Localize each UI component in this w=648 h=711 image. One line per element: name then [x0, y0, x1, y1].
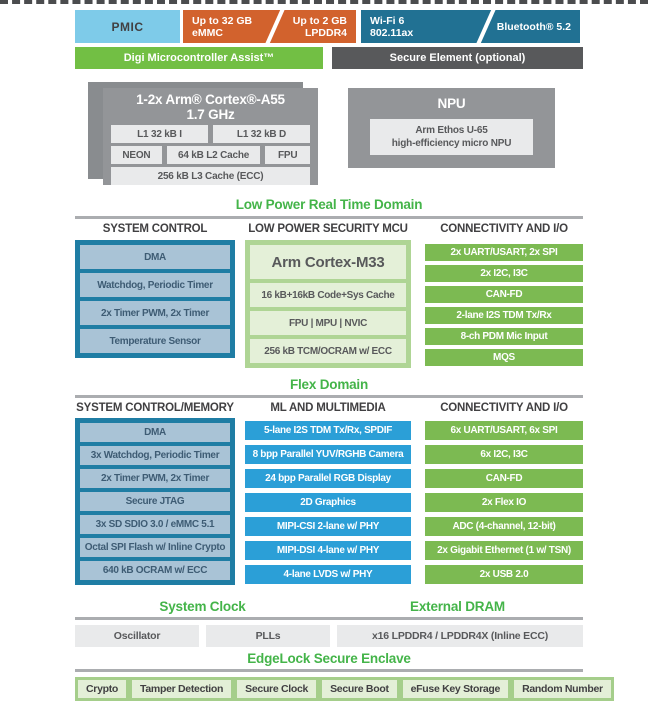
mqs-block: MQS: [425, 349, 583, 366]
l3-cache-box: 256 kB L3 Cache (ECC): [111, 167, 310, 185]
low-power-security-mcu-header: LOW POWER SECURITY MCU: [248, 223, 408, 235]
pdm-mic-block: 8-ch PDM Mic Input: [425, 328, 583, 345]
system-control-header: SYSTEM CONTROL: [102, 223, 208, 235]
edgelock-items-row: [75, 677, 603, 701]
fpu-mpu-nvic-block: FPU | MPU | NVIC: [250, 311, 406, 335]
tamper-detection-block: Tamper Detection: [129, 677, 234, 701]
divider-line: [75, 617, 583, 620]
gigabit-ethernet-block: 2x Gigabit Ethernet (1 w/ TSN): [425, 541, 583, 560]
timer-pwm-block-2: 2x Timer PWM, 2x Timer: [80, 469, 230, 488]
uart-spi-block: 2x UART/USART, 2x SPI: [425, 244, 583, 261]
pmic-block: [75, 10, 180, 43]
l1-dcache-box: L1 32 kB D: [213, 125, 310, 143]
lpddr-dram-block: x16 LPDDR4 / LPDDR4X (Inline ECC): [337, 625, 583, 647]
npu-block: [348, 88, 555, 168]
divider-line: [75, 669, 583, 672]
dma-block: DMA: [80, 245, 230, 269]
connectivity-list-1: [425, 244, 583, 366]
tcm-ocram-block: 256 kB TCM/OCRAM w/ ECC: [250, 339, 406, 363]
watchdog-block: Watchdog, Periodic Timer: [80, 273, 230, 297]
random-number-block: Random Number: [511, 677, 614, 701]
neon-box: NEON: [111, 146, 162, 164]
parallel-rgb-display-block: 24 bpp Parallel RGB Display: [245, 469, 411, 488]
bluetooth-label: Bluetooth® 5.2: [496, 20, 571, 33]
plls-block: PLLs: [206, 625, 330, 647]
digi-microcontroller-assist-bar: Digi Microcontroller Assist™: [75, 47, 323, 69]
emmc-label: Up to 32 GB eMMC: [192, 14, 253, 39]
system-clock-title: System Clock: [159, 599, 246, 614]
fpu-box: FPU: [265, 146, 310, 164]
i2c-i3c-block-2: 6x I2C, I3C: [425, 445, 583, 464]
dma-block-2: DMA: [80, 423, 230, 442]
parallel-camera-block: 8 bpp Parallel YUV/RGHB Camera: [245, 445, 411, 464]
system-control-panel: [75, 240, 235, 358]
cortex-m33-block: Arm Cortex-M33: [250, 245, 406, 279]
connectivity-io-header-1: CONNECTIVITY AND I/O: [440, 223, 568, 235]
l1-icache-box: L1 32 kB I: [111, 125, 208, 143]
npu-title: NPU: [437, 96, 466, 111]
secure-jtag-block: Secure JTAG: [80, 492, 230, 511]
system-control-memory-panel: [75, 418, 235, 585]
temperature-sensor-block: Temperature Sensor: [80, 329, 230, 353]
i2c-i3c-block: 2x I2C, I3C: [425, 265, 583, 282]
ml-multimedia-header: ML AND MULTIMEDIA: [270, 402, 386, 414]
adc-block: ADC (4-channel, 12-bit): [425, 517, 583, 536]
wifi-label: Wi-Fi 6 802.11ax: [370, 14, 414, 39]
secure-element-bar: Secure Element (optional): [332, 47, 583, 69]
uart-spi-block-2: 6x UART/USART, 6x SPI: [425, 421, 583, 440]
edgelock-title: EdgeLock Secure Enclave: [247, 651, 411, 666]
oscillator-block: Oscillator: [75, 625, 199, 647]
system-control-memory-header: SYSTEM CONTROL/MEMORY: [76, 402, 234, 414]
ml-multimedia-list: [245, 421, 411, 584]
mcu-cache-block: 16 kB+16kB Code+Sys Cache: [250, 283, 406, 307]
crypto-block: Crypto: [75, 677, 129, 701]
ocram-block: 640 kB OCRAM w/ ECC: [80, 561, 230, 580]
low-power-domain-title: Low Power Real Time Domain: [235, 197, 423, 212]
emmc-lpddr-block: [183, 10, 356, 43]
mipi-dsi-block: MIPI-DSI 4-lane w/ PHY: [245, 541, 411, 560]
lvds-phy-block: 4-lane LVDS w/ PHY: [245, 565, 411, 584]
flex-io-block: 2x Flex IO: [425, 493, 583, 512]
sd-sdio-emmc-block: 3x SD SDIO 3.0 / eMMC 5.1: [80, 515, 230, 534]
mipi-csi-block: MIPI-CSI 2-lane w/ PHY: [245, 517, 411, 536]
npu-desc-box: Arm Ethos U-65 high-efficiency micro NPU: [370, 119, 533, 155]
lpddr-label: Up to 2 GB LPDDR4: [292, 14, 347, 39]
i2s-tdm-block: 2-lane I2S TDM Tx/Rx: [425, 307, 583, 324]
diagonal-divider: [264, 10, 286, 43]
divider-line: [75, 395, 583, 398]
timer-pwm-block: 2x Timer PWM, 2x Timer: [80, 301, 230, 325]
external-dram-title: External DRAM: [410, 599, 505, 614]
connectivity-io-header-2: CONNECTIVITY AND I/O: [440, 402, 568, 414]
security-mcu-panel: [245, 240, 411, 368]
can-fd-block-2: CAN-FD: [425, 469, 583, 488]
wifi-bluetooth-block: [361, 10, 580, 43]
connectivity-list-2: [425, 421, 583, 584]
octal-spi-flash-block: Octal SPI Flash w/ Inline Crypto: [80, 538, 230, 557]
secure-boot-block: Secure Boot: [319, 677, 400, 701]
module-boundary-dashed-line: [0, 0, 648, 4]
pmic-label: PMIC: [111, 19, 144, 34]
secure-clock-block: Secure Clock: [234, 677, 319, 701]
i2s-spdif-block: 5-lane I2S TDM Tx/Rx, SPDIF: [245, 421, 411, 440]
divider-line: [75, 216, 583, 219]
cortex-a55-block: [103, 88, 318, 185]
diagonal-divider: [475, 10, 497, 43]
2d-graphics-block: 2D Graphics: [245, 493, 411, 512]
l2-cache-box: 64 kB L2 Cache: [167, 146, 260, 164]
can-fd-block: CAN-FD: [425, 286, 583, 303]
usb-block: 2x USB 2.0: [425, 565, 583, 584]
cpu-internals: [111, 125, 310, 185]
efuse-key-storage-block: eFuse Key Storage: [400, 677, 511, 701]
flex-domain-title: Flex Domain: [289, 377, 369, 392]
cpu-title: 1-2x Arm® Cortex®-A55 1.7 GHz: [136, 92, 285, 122]
watchdog-block-2: 3x Watchdog, Periodic Timer: [80, 446, 230, 465]
